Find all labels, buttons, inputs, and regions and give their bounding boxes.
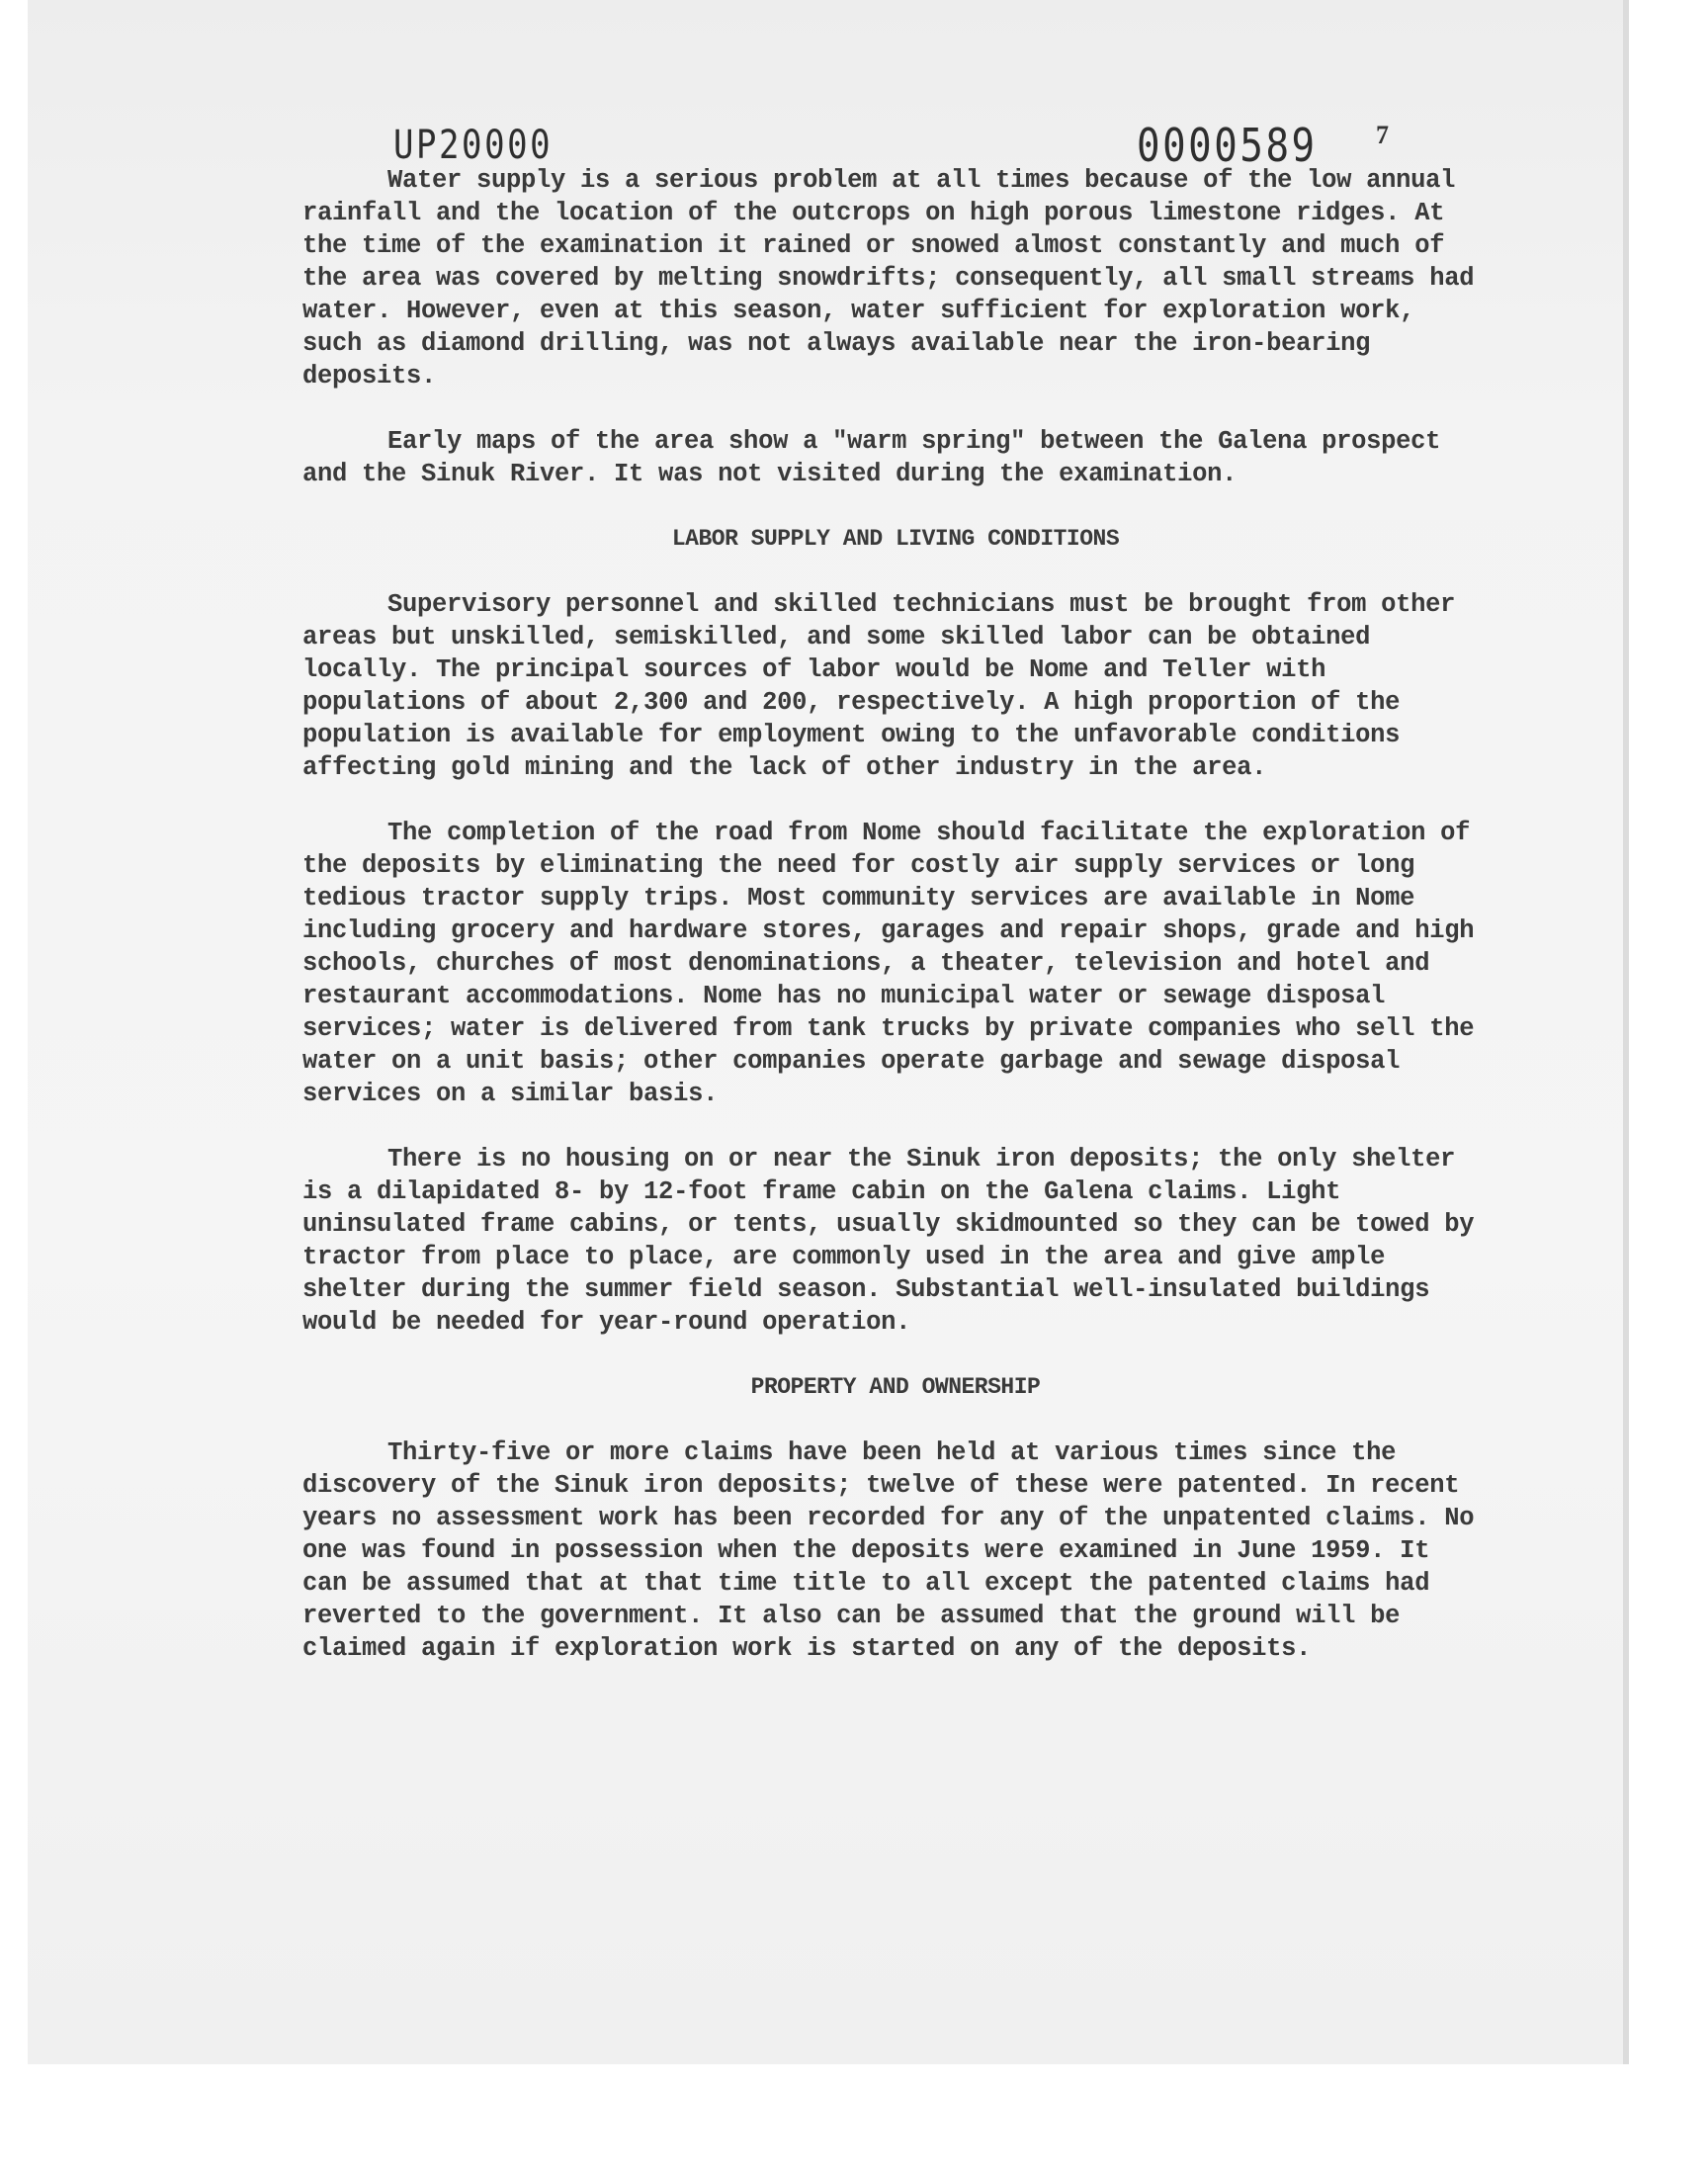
paragraph-warm-spring: Early maps of the area show a "warm spring" between the Galena prospect and the Sinuk River. It was not visited during the examination. [302,427,1441,488]
paragraph-claims: Thirty-five or more claims have been held at various times since the discovery of the Sinuk iron deposits; twelve of these were patented. In recent years no assessment work has been recorded for any of the unpatented claims. No one was found in possession when the deposits were examined in June 1959. It can be assumed that at that time title to all except the patented claims had reverted to the government. It also can be assumed that the ground will be claimed again if exploration work is started on any of the deposits. [302,1438,1475,1663]
paragraph-community-services: The completion of the road from Nome should facilitate the exploration of the deposits by eliminating the need for costly air supply services or long tedious tractor supply trips. Most community services are available in Nome including grocery and hardware stores, garages and repair shops, grade and high schools, churches of most denominations, a theater, television and hotel and restaurant accommodations. Nome has no municipal water or sewage disposal services; water is delivered from tank trucks by private companies who sell the water on a unit basis; other companies operate garbage and sewage disposal services on a similar basis. [302,819,1475,1108]
document-stamp-left: UP20000 [393,123,554,168]
heading-property-ownership: PROPERTY AND OWNERSHIP [750,1374,1041,1400]
page-edge [1623,0,1629,2064]
document-stamp-right: 0000589 [1137,119,1318,172]
document-body [302,164,1489,1697]
page-number: 7 [1376,121,1389,149]
paragraph-water-supply: Water supply is a serious problem at all times because of the low annual rainfall and the location of the outcrops on high porous limestone ridges. At the time of the examination it rained or snowed almost constantly and much of the area was covered by melting snowdrifts; consequently, all small streams had water. However, even at this season, water sufficient for exploration work, such as diamond drilling, was not always available near the iron-bearing deposits. [302,166,1475,391]
paragraph-housing: There is no housing on or near the Sinuk iron deposits; the only shelter is a dilapidated 8- by 12-foot frame cabin on the Galena claims. Light uninsulated frame cabins, or tents, usually skidmounted so they can be towed by tractor from place to place, are commonly used in the area and give ample shelter during the summer field season. Substantial well-insulated buildings would be needed for year-round operation. [302,1145,1475,1337]
heading-labor-supply: LABOR SUPPLY AND LIVING CONDITIONS [671,526,1120,552]
paragraph-labor-sources: Supervisory personnel and skilled technicians must be brought from other areas but unskilled, semiskilled, and some skilled labor can be obtained locally. The principal sources of labor would be Nome and Teller with populations of about 2,300 and 200, respectively. A high proportion of the population is available for employment owing to the unfavorable conditions affecting gold mining and the lack of other industry in the area. [302,590,1456,782]
